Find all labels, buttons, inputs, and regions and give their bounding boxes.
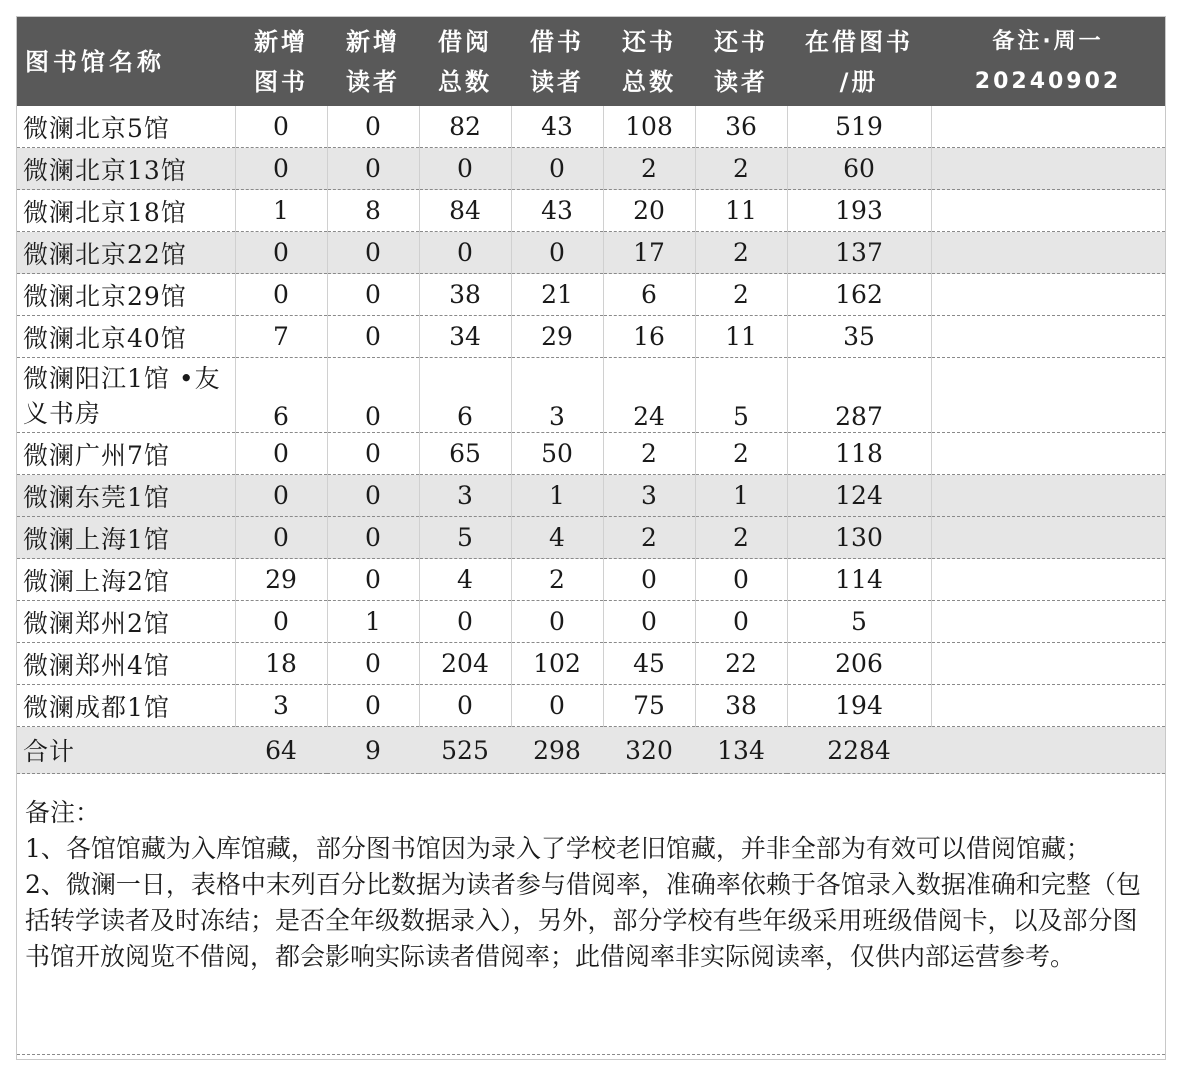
borrow-readers-cell: 4 xyxy=(511,517,603,559)
new-books-cell: 0 xyxy=(235,274,327,316)
books-on-loan-cell: 5 xyxy=(787,601,931,643)
new-books-cell: 0 xyxy=(235,148,327,190)
total-borrows-cell: 0 xyxy=(419,601,511,643)
new-readers-cell: 1 xyxy=(327,601,419,643)
borrow-readers-cell: 50 xyxy=(511,433,603,475)
library-name-cell: 微澜上海1馆 xyxy=(17,517,235,559)
header-total-returns: 还书 总数 xyxy=(603,17,695,106)
return-readers-cell: 2 xyxy=(695,232,787,274)
total-borrows-cell: 82 xyxy=(419,106,511,148)
table-row xyxy=(17,358,1165,433)
borrow-readers-cell: 1 xyxy=(511,475,603,517)
table-row xyxy=(17,433,1165,475)
remark-cell xyxy=(931,190,1165,232)
borrow-readers-cell: 3 xyxy=(511,358,603,433)
table-row xyxy=(17,559,1165,601)
header-borrow-readers: 借书 读者 xyxy=(511,17,603,106)
new-readers-cell: 0 xyxy=(327,148,419,190)
total-borrows-cell: 525 xyxy=(419,727,511,774)
total-returns-cell: 0 xyxy=(603,601,695,643)
remark-cell xyxy=(931,727,1165,774)
table-row xyxy=(17,190,1165,232)
total-returns-cell: 20 xyxy=(603,190,695,232)
table-row xyxy=(17,475,1165,517)
new-books-cell: 1 xyxy=(235,190,327,232)
new-readers-cell: 0 xyxy=(327,274,419,316)
remark-cell xyxy=(931,316,1165,358)
return-readers-cell: 2 xyxy=(695,517,787,559)
borrow-readers-cell: 0 xyxy=(511,685,603,727)
new-readers-cell: 0 xyxy=(327,517,419,559)
new-readers-cell: 0 xyxy=(327,106,419,148)
remark-cell xyxy=(931,517,1165,559)
books-on-loan-cell: 124 xyxy=(787,475,931,517)
table-row xyxy=(17,601,1165,643)
books-on-loan-cell: 2284 xyxy=(787,727,931,774)
library-name-cell: 微澜北京13馆 xyxy=(17,148,235,190)
books-on-loan-cell: 206 xyxy=(787,643,931,685)
total-label: 合计 xyxy=(17,727,235,774)
header-library-name: 图书馆名称 xyxy=(17,17,235,106)
library-name-cell: 微澜北京18馆 xyxy=(17,190,235,232)
remark-cell xyxy=(931,685,1165,727)
total-borrows-cell: 3 xyxy=(419,475,511,517)
total-returns-cell: 17 xyxy=(603,232,695,274)
new-books-cell: 7 xyxy=(235,316,327,358)
total-returns-cell: 2 xyxy=(603,433,695,475)
header-return-readers: 还书 读者 xyxy=(695,17,787,106)
new-readers-cell: 0 xyxy=(327,475,419,517)
table-row xyxy=(17,148,1165,190)
table-row xyxy=(17,274,1165,316)
new-readers-cell: 9 xyxy=(327,727,419,774)
total-returns-cell: 2 xyxy=(603,148,695,190)
remark-cell xyxy=(931,274,1165,316)
borrow-readers-cell: 0 xyxy=(511,232,603,274)
return-readers-cell: 0 xyxy=(695,559,787,601)
new-books-cell: 0 xyxy=(235,475,327,517)
books-on-loan-cell: 118 xyxy=(787,433,931,475)
total-borrows-cell: 65 xyxy=(419,433,511,475)
library-name-cell: 微澜北京5馆 xyxy=(17,106,235,148)
library-stats-table xyxy=(17,17,1165,774)
new-readers-cell: 0 xyxy=(327,358,419,433)
notes-section xyxy=(25,795,1161,975)
return-readers-cell: 0 xyxy=(695,601,787,643)
return-readers-cell: 134 xyxy=(695,727,787,774)
new-readers-cell: 0 xyxy=(327,433,419,475)
books-on-loan-cell: 194 xyxy=(787,685,931,727)
new-books-cell: 6 xyxy=(235,358,327,433)
notes-line-1: 1、各馆馆藏为入库馆藏，部分图书馆因为录入了学校老旧馆藏，并非全部为有效可以借阅馆藏； xyxy=(25,834,1091,863)
new-books-cell: 64 xyxy=(235,727,327,774)
table-row xyxy=(17,316,1165,358)
total-borrows-cell: 38 xyxy=(419,274,511,316)
books-on-loan-cell: 114 xyxy=(787,559,931,601)
library-name-cell: 微澜上海2馆 xyxy=(17,559,235,601)
books-on-loan-cell: 162 xyxy=(787,274,931,316)
books-on-loan-cell: 35 xyxy=(787,316,931,358)
library-name-cell: 微澜郑州2馆 xyxy=(17,601,235,643)
return-readers-cell: 11 xyxy=(695,190,787,232)
return-readers-cell: 2 xyxy=(695,433,787,475)
header-row xyxy=(17,17,1165,106)
total-borrows-cell: 5 xyxy=(419,517,511,559)
borrow-readers-cell: 2 xyxy=(511,559,603,601)
library-name-cell: 微澜北京40馆 xyxy=(17,316,235,358)
remark-cell xyxy=(931,433,1165,475)
new-books-cell: 0 xyxy=(235,517,327,559)
new-books-cell: 0 xyxy=(235,601,327,643)
table-row xyxy=(17,232,1165,274)
return-readers-cell: 36 xyxy=(695,106,787,148)
table-row xyxy=(17,685,1165,727)
total-returns-cell: 24 xyxy=(603,358,695,433)
notes-line-2: 2、微澜一日，表格中末列百分比数据为读者参与借阅率，准确率依赖于各馆录入数据准确和完整（包括转学读者及时冻结；是否全年级数据录入），另外，部分学校有些年级采用班级借阅卡，以及部分图书馆开放阅览不借阅，都会影响实际读者借阅率；此借阅率非实际阅读率，仅供内部运营参考。 xyxy=(25,870,1141,971)
remark-cell xyxy=(931,106,1165,148)
header-new-readers: 新增 读者 xyxy=(327,17,419,106)
library-name-cell: 微澜阳江1馆 •友义书房 xyxy=(17,358,235,433)
library-name-cell: 微澜东莞1馆 xyxy=(17,475,235,517)
borrow-readers-cell: 0 xyxy=(511,148,603,190)
total-borrows-cell: 84 xyxy=(419,190,511,232)
remark-cell xyxy=(931,643,1165,685)
table-row xyxy=(17,106,1165,148)
return-readers-cell: 11 xyxy=(695,316,787,358)
remark-cell xyxy=(931,601,1165,643)
table-body xyxy=(17,106,1165,774)
new-books-cell: 29 xyxy=(235,559,327,601)
total-returns-cell: 2 xyxy=(603,517,695,559)
return-readers-cell: 2 xyxy=(695,148,787,190)
remark-cell xyxy=(931,358,1165,433)
new-books-cell: 0 xyxy=(235,433,327,475)
books-on-loan-cell: 130 xyxy=(787,517,931,559)
total-borrows-cell: 0 xyxy=(419,232,511,274)
borrow-readers-cell: 43 xyxy=(511,106,603,148)
library-name-cell: 微澜广州7馆 xyxy=(17,433,235,475)
new-books-cell: 3 xyxy=(235,685,327,727)
total-returns-cell: 108 xyxy=(603,106,695,148)
library-name-cell: 微澜北京22馆 xyxy=(17,232,235,274)
total-borrows-cell: 204 xyxy=(419,643,511,685)
return-readers-cell: 22 xyxy=(695,643,787,685)
library-name-cell: 微澜成都1馆 xyxy=(17,685,235,727)
remark-cell xyxy=(931,148,1165,190)
total-borrows-cell: 0 xyxy=(419,685,511,727)
total-borrows-cell: 4 xyxy=(419,559,511,601)
new-readers-cell: 0 xyxy=(327,232,419,274)
borrow-readers-cell: 298 xyxy=(511,727,603,774)
new-readers-cell: 0 xyxy=(327,559,419,601)
return-readers-cell: 1 xyxy=(695,475,787,517)
library-name-cell: 微澜郑州4馆 xyxy=(17,643,235,685)
new-readers-cell: 8 xyxy=(327,190,419,232)
remark-cell xyxy=(931,232,1165,274)
header-remark-date: 备注·周一 20240902 xyxy=(931,17,1165,106)
total-returns-cell: 45 xyxy=(603,643,695,685)
borrow-readers-cell: 21 xyxy=(511,274,603,316)
total-borrows-cell: 6 xyxy=(419,358,511,433)
books-on-loan-cell: 519 xyxy=(787,106,931,148)
return-readers-cell: 2 xyxy=(695,274,787,316)
return-readers-cell: 38 xyxy=(695,685,787,727)
total-returns-cell: 75 xyxy=(603,685,695,727)
total-returns-cell: 3 xyxy=(603,475,695,517)
total-borrows-cell: 0 xyxy=(419,148,511,190)
report-sheet xyxy=(16,16,1166,1060)
total-returns-cell: 16 xyxy=(603,316,695,358)
borrow-readers-cell: 102 xyxy=(511,643,603,685)
new-books-cell: 0 xyxy=(235,106,327,148)
books-on-loan-cell: 287 xyxy=(787,358,931,433)
borrow-readers-cell: 29 xyxy=(511,316,603,358)
new-readers-cell: 0 xyxy=(327,685,419,727)
header-books-on-loan: 在借图书 /册 xyxy=(787,17,931,106)
notes-title: 备注： xyxy=(25,798,101,827)
books-on-loan-cell: 60 xyxy=(787,148,931,190)
borrow-readers-cell: 43 xyxy=(511,190,603,232)
table-row xyxy=(17,517,1165,559)
total-returns-cell: 320 xyxy=(603,727,695,774)
books-on-loan-cell: 137 xyxy=(787,232,931,274)
new-readers-cell: 0 xyxy=(327,643,419,685)
borrow-readers-cell: 0 xyxy=(511,601,603,643)
return-readers-cell: 5 xyxy=(695,358,787,433)
total-returns-cell: 6 xyxy=(603,274,695,316)
total-returns-cell: 0 xyxy=(603,559,695,601)
new-readers-cell: 0 xyxy=(327,316,419,358)
table-row xyxy=(17,643,1165,685)
library-name-cell: 微澜北京29馆 xyxy=(17,274,235,316)
header-total-borrows: 借阅 总数 xyxy=(419,17,511,106)
new-books-cell: 18 xyxy=(235,643,327,685)
remark-cell xyxy=(931,559,1165,601)
books-on-loan-cell: 193 xyxy=(787,190,931,232)
bottom-divider xyxy=(17,1054,1165,1055)
total-row xyxy=(17,727,1165,774)
remark-cell xyxy=(931,475,1165,517)
header-new-books: 新增 图书 xyxy=(235,17,327,106)
total-borrows-cell: 34 xyxy=(419,316,511,358)
new-books-cell: 0 xyxy=(235,232,327,274)
